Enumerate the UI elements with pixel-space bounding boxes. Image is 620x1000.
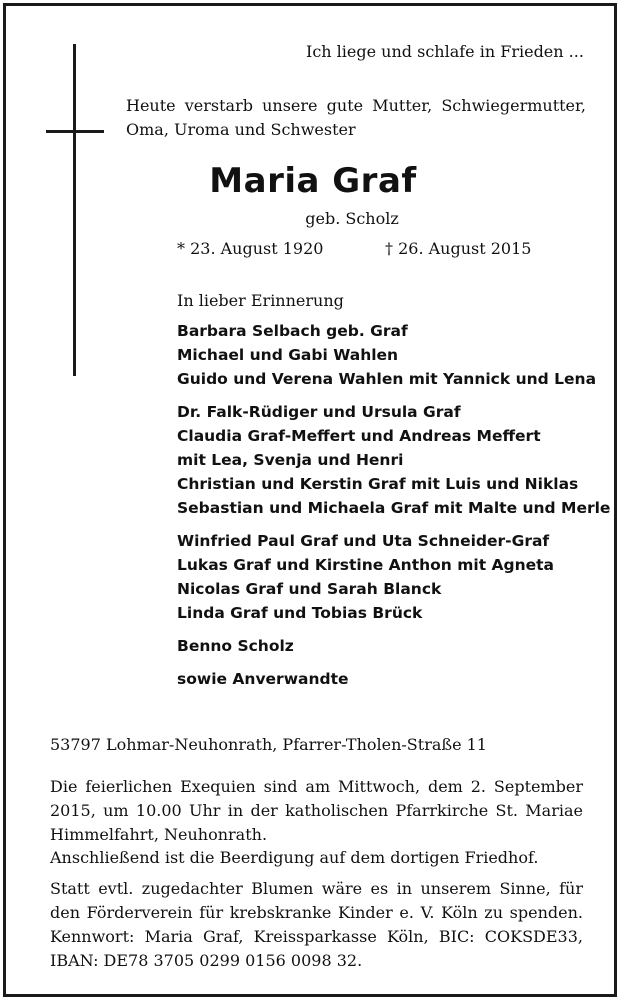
mourner-line: Dr. Falk-Rüdiger und Ursula Graf: [177, 403, 461, 421]
mourner-line: sowie Anverwandte: [177, 670, 349, 688]
deceased-name: Maria Graf: [209, 161, 417, 201]
mourner-line: Michael und Gabi Wahlen: [177, 346, 399, 364]
service-info: Die feierlichen Exequien sind am Mittwoch, dem 2. September 2015, um 10.00 Uhr in der katholischen Pfarrkirche St. Mariae Himmelfahrt, Neuhonrath.: [50, 777, 583, 844]
donation-info: Statt evtl. zugedachter Blumen wäre es in unserem Sinne, für den Förderverein für krebskranke Kinder e. V. Köln zu spenden. Kennwort: Maria Graf, Kreissparkasse Köln, BIC: COKSDE33, IBAN: DE78 3705 0299 0156 0098 32.: [50, 879, 583, 970]
mourner-group: [177, 667, 610, 691]
mourner-line: Linda Graf und Tobias Brück: [177, 604, 423, 622]
epigraph: Ich liege und schlafe in Frieden ...: [306, 42, 584, 61]
mourner-line: mit Lea, Svenja und Henri: [177, 451, 404, 469]
mourner-group: [177, 529, 610, 625]
mourner-line: Winfried Paul Graf und Uta Schneider-Graf: [177, 532, 550, 550]
mourner-line: Lukas Graf und Kirstine Anthon mit Agneta: [177, 556, 555, 574]
mourner-line: Claudia Graf-Meffert und Andreas Meffert: [177, 427, 541, 445]
mourner-group: [177, 634, 610, 658]
cross-icon-bar: [46, 130, 104, 133]
mourner-group: [177, 319, 610, 391]
mourner-line: Guido und Verena Wahlen mit Yannick und Lena: [177, 370, 597, 388]
intro-text: Heute verstarb unsere gute Mutter, Schwiegermutter, Oma, Uroma und Schwester: [126, 96, 586, 139]
notice-frame: [3, 3, 617, 997]
memory-line: In lieber Erinnerung: [177, 291, 344, 310]
maiden-name: geb. Scholz: [305, 209, 399, 228]
mourner-line: Nicolas Graf und Sarah Blanck: [177, 580, 442, 598]
mourner-line: Sebastian und Michaela Graf mit Malte und Merle: [177, 499, 611, 517]
birth-date: * 23. August 1920: [177, 239, 324, 258]
address: 53797 Lohmar-Neuhonrath, Pfarrer-Tholen-Straße 11: [50, 735, 487, 754]
mourner-line: Barbara Selbach geb. Graf: [177, 322, 408, 340]
mourner-group: [177, 400, 610, 520]
mourner-line: Benno Scholz: [177, 637, 294, 655]
burial-info: Anschließend ist die Beerdigung auf dem dortigen Friedhof.: [50, 848, 539, 867]
death-date: † 26. August 2015: [385, 239, 532, 258]
mourner-list: [177, 319, 610, 700]
mourner-line: Christian und Kerstin Graf mit Luis und Niklas: [177, 475, 579, 493]
